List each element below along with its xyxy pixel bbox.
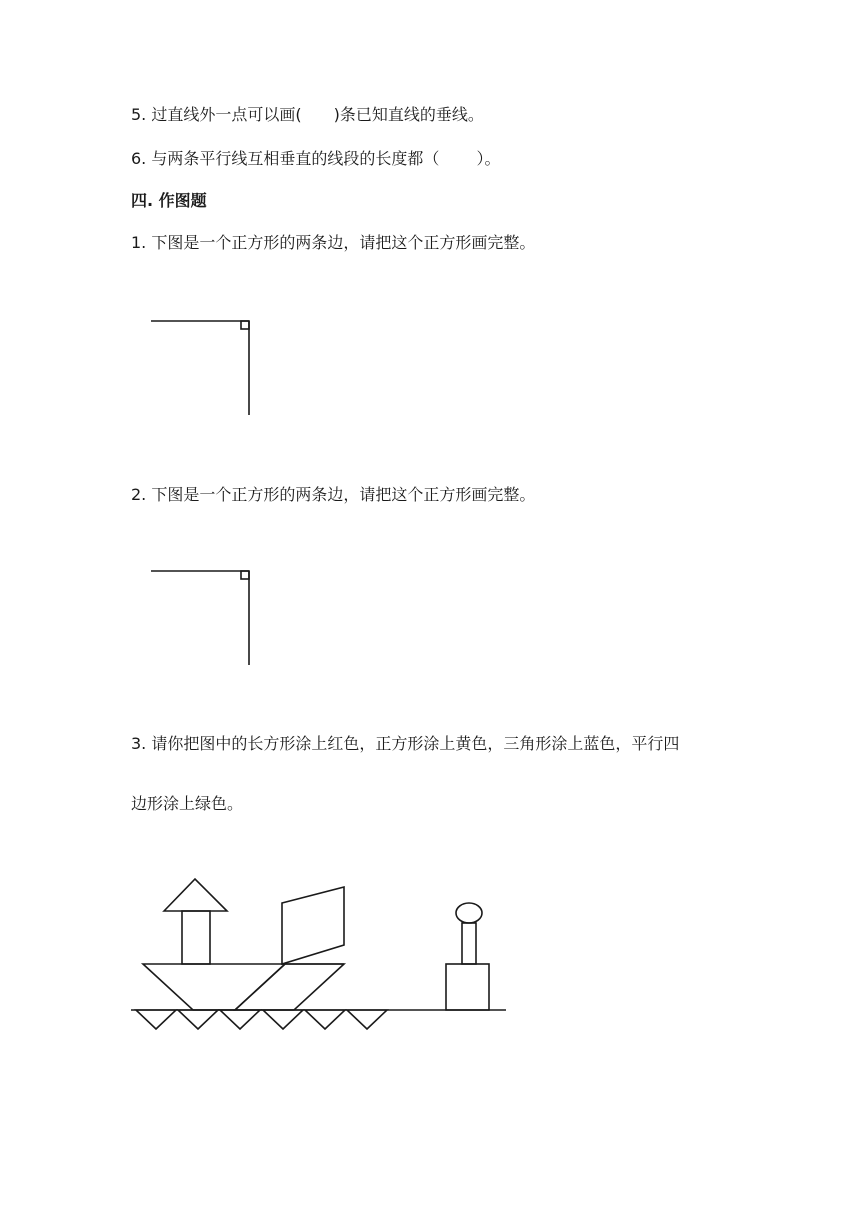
drawing-question-2: 2. 下图是一个正方形的两条边，请把这个正方形画完整。	[131, 485, 536, 504]
wave-triangle	[178, 1010, 218, 1029]
wave-triangle	[220, 1010, 260, 1029]
drawing-question-3-line-1: 3. 请你把图中的长方形涂上红色，正方形涂上黄色，三角形涂上蓝色，平行四	[131, 734, 680, 753]
drawing-question-3-line-2: 边形涂上绿色。	[131, 794, 244, 813]
wave-triangle	[305, 1010, 345, 1029]
lamp-circle	[456, 903, 482, 923]
lamp-base-square	[446, 964, 489, 1010]
question-6: 6. 与两条平行线互相垂直的线段的长度都（ ）。	[131, 149, 501, 168]
wave-triangle	[263, 1010, 303, 1029]
roof-triangle	[164, 879, 227, 911]
drawing-question-1: 1. 下图是一个正方形的两条边，请把这个正方形画完整。	[131, 233, 536, 252]
chimney-rectangle	[182, 911, 210, 964]
sail-shape	[282, 887, 344, 964]
hull-left	[143, 964, 285, 1010]
right-angle-mark-1	[241, 321, 249, 329]
right-angle-mark-2	[241, 571, 249, 579]
wave-triangle	[136, 1010, 176, 1029]
square-sides-1	[151, 321, 249, 415]
square-sides-2	[151, 571, 249, 665]
hull-parallelogram	[235, 964, 344, 1010]
wave-triangle	[347, 1010, 387, 1029]
section-title: 四. 作图题	[131, 191, 207, 210]
lamp-pole-rectangle	[462, 923, 476, 964]
shapes-picture	[131, 879, 506, 1029]
question-5: 5. 过直线外一点可以画( )条已知直线的垂线。	[131, 105, 484, 124]
